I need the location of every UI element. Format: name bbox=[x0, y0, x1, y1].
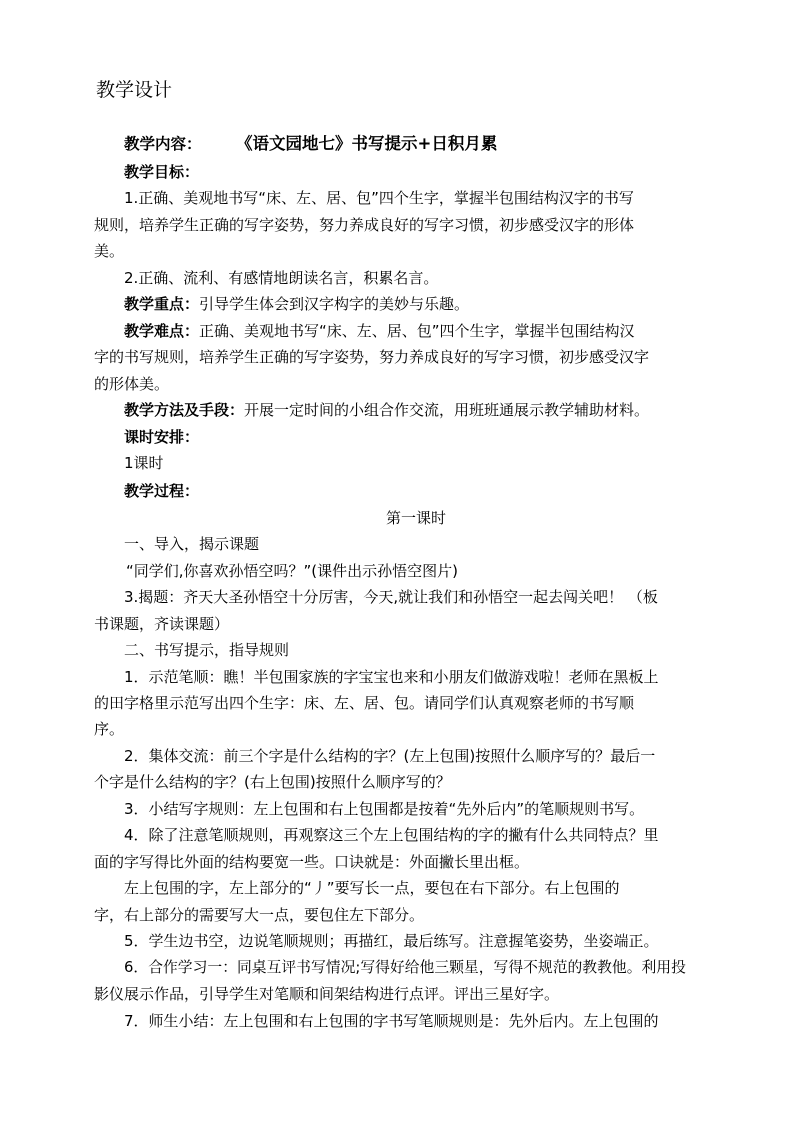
objective-1-line-3: 美。 bbox=[94, 242, 125, 260]
step-2-line-1: 2．集体交流：前三个字是什么结构的字？(左上包围)按照什么顺序写的？最后一 bbox=[124, 747, 656, 765]
schedule-label: 课时安排： bbox=[124, 428, 200, 446]
difficulty-line-3: 的形体美。 bbox=[94, 375, 170, 393]
key-point bbox=[124, 293, 469, 315]
step-5: 5．学生边书空，边说笔顺规则；再描红，最后练写。注意握笔姿势，坐姿端正。 bbox=[124, 932, 659, 950]
section-1-quote: “同学们,你喜欢孙悟空吗？”(课件出示孙悟空图片) bbox=[126, 562, 459, 580]
section-2-heading: 二、书写提示，指导规则 bbox=[124, 641, 290, 659]
mnemonic-line-1: 左上包围的字，左上部分的“丿”要写长一点，要包在右下部分。右上包围的 bbox=[124, 879, 620, 897]
step-1-line-2: 的田字格里示范写出四个生字：床、左、居、包。请同学们认真观察老师的书写顺 bbox=[94, 694, 635, 712]
step-1-line-3: 序。 bbox=[94, 720, 125, 738]
objective-1-line-1: 1.正确、美观地书写“床、左、居、包”四个生字，掌握半包围结构汉字的书写 bbox=[124, 189, 634, 207]
step-6-line-1: 6．合作学习一：同桌互评书写情况;写得好给他三颗星，写得不规范的教教他。利用投 bbox=[124, 959, 686, 976]
step-4-line-2: 面的字写得比外面的结构要宽一些。口诀就是：外面撇长里出框。 bbox=[94, 853, 530, 871]
method-line bbox=[124, 399, 649, 421]
process-label: 教学过程： bbox=[124, 482, 200, 500]
step-1-line-1: 1．示范笔顺：瞧！半包围家族的字宝宝也来和小朋友们做游戏啦！老师在黑板上 bbox=[124, 668, 659, 686]
schedule-value: 1课时 bbox=[124, 454, 164, 472]
lesson-heading: 第一课时 bbox=[386, 509, 447, 527]
section-1-heading: 一、导入，揭示课题 bbox=[124, 535, 260, 553]
difficulty-line-1 bbox=[124, 320, 635, 342]
difficulty-value-line-1: 正确、美观地书写“床、左、居、包”四个生字，掌握半包围结构汉 bbox=[199, 322, 635, 340]
objective-2: 2.正确、流利、有感情地朗读名言，积累名言。 bbox=[124, 269, 439, 287]
key-point-value: 引导学生体会到汉字构字的美妙与乐趣。 bbox=[199, 295, 470, 313]
step-4-line-1: 4．除了注意笔顺规则，再观察这三个左上包围结构的字的撇有什么共同特点？里 bbox=[124, 826, 659, 844]
step-7-line-1: 7．师生小结：左上包围和右上包围的字书写笔顺规则是：先外后内。左上包围的 bbox=[124, 1012, 659, 1030]
step-3: 3．小结写字规则：左上包围和右上包围都是按着“先外后内”的笔顺规则书写。 bbox=[124, 800, 645, 818]
step-6-line-2: 影仪展示作品，引导学生对笔顺和间架结构进行点评。评出三星好字。 bbox=[94, 985, 560, 1003]
key-point-label: 教学重点： bbox=[124, 295, 200, 313]
content-value: 《语文园地七》书写提示+日积月累 bbox=[236, 134, 498, 153]
difficulty-label: 教学难点： bbox=[124, 322, 200, 340]
mnemonic-line-2: 字，右上部分的需要写大一点，要包住左下部分。 bbox=[94, 906, 425, 924]
method-label: 教学方法及手段： bbox=[124, 401, 245, 419]
section-1-reveal-line-1: 3.揭题：齐天大圣孙悟空十分厉害，今天,就让我们和孙悟空一起去闯关吧！ （板 bbox=[124, 588, 658, 606]
method-value: 开展一定时间的小组合作交流，用班班通展示教学辅助材料。 bbox=[244, 401, 650, 419]
step-2-line-2: 个字是什么结构的字？(右上包围)按照什么顺序写的？ bbox=[94, 773, 451, 791]
document-title: 教学设计 bbox=[96, 79, 173, 101]
objective-1-line-2: 规则，培养学生正确的写字姿势，努力养成良好的写字习惯，初步感受汉字的形体 bbox=[94, 216, 635, 234]
objectives-label: 教学目标： bbox=[124, 163, 200, 181]
difficulty-line-2: 字的书写规则，培养学生正确的写字姿势，努力养成良好的写字习惯，初步感受汉字 bbox=[94, 348, 650, 366]
content-label: 教学内容： bbox=[124, 135, 202, 153]
section-1-reveal-line-2: 书课题，齐读课题） bbox=[94, 615, 230, 633]
